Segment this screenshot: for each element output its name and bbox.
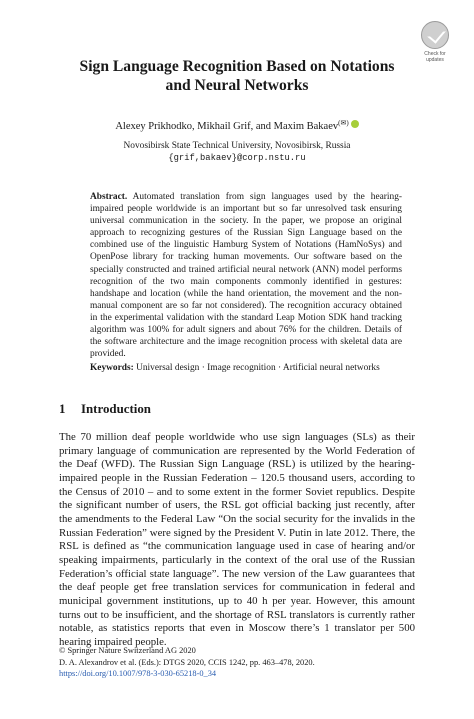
doi-link[interactable]: https://doi.org/10.1007/978-3-030-65218-0_34 (59, 669, 217, 678)
section-number: 1 (59, 402, 66, 416)
check-updates-icon (421, 21, 449, 49)
paper-title (40, 57, 434, 95)
abstract-text: Automated translation from sign languages used by the hearing-impaired people worldwide is an important but so far unresolved task ensuring universal communication in the society. In the paper, we propose an original approach to recognizing gestures of the Russian Sign Language based on the combined use of the linguistic Hamburg System of Notations (HamNoSys) and OpenPose library for tracking human movements. Our software based on the specially constructed and trained artificial neural network (ANN) model performs recognition of the two main components commonly identified in gestures: handshape and location (while the hand orientation, the movement and the non-manual component are so far not considered). The recognition accuracy obtained in the experimental validation with the standard Leap Motion SDK hand tracking algorithm was 100% for adult signers and about 76% for the children. Details of the software architecture and the image recognition process with skeletal data are provided. (90, 192, 402, 360)
affiliation (40, 140, 434, 164)
author-names: Alexey Prikhodko, Mikhail Grif, and Maxim Bakaev (115, 121, 339, 132)
footer (59, 645, 315, 680)
badge-line-1: Check for (424, 51, 446, 57)
keywords (90, 362, 402, 374)
badge-line-2: updates (426, 57, 444, 63)
mail-icon[interactable]: (✉) (338, 119, 349, 127)
section-title: Introduction (81, 402, 151, 416)
citation: D. A. Alexandrov et al. (Eds.): DTGS 2020, CCIS 1242, pp. 463–478, 2020. (59, 657, 315, 667)
author-email: {grif,bakaev}@corp.nstu.ru (168, 153, 306, 163)
title-line-2: and Neural Networks (165, 77, 309, 94)
copyright: © Springer Nature Switzerland AG 2020 (59, 646, 196, 655)
institution: Novosibirsk State Technical University, Novosibirsk, Russia (123, 141, 351, 151)
section-heading (59, 401, 151, 417)
keywords-label: Keywords: (90, 363, 134, 373)
orcid-icon[interactable] (351, 120, 359, 128)
title-line-1: Sign Language Recognition Based on Notations (79, 58, 395, 75)
abstract (90, 191, 402, 360)
author-list (40, 116, 434, 134)
keywords-text: Universal design · Image recognition · Artificial neural networks (133, 363, 380, 373)
intro-paragraph: The 70 million deaf people worldwide who use sign languages (SLs) as their primary language of communication are represented by the World Federation of the Deaf (WFD). The Russian Sign Language (RSL) is utilized by the hearing-impaired people in the Russian Federation – 120.5 thousand users, according to the Census of 2010 – and to some extent in the former Soviet republics. Despite the significant number of users, the RSL got official backing just recently, after the amendments to the Federal Law “On the social security for the invalids in the Russian Federation” were signed by the President V. Putin in late 2012. There, the RSL is defined as “the communication language used in case of hearing and/or speaking impairments, particularly in the context of the oral use of the Russian Federation’s official state language”. The new version of the Law guarantees that the deaf people get free translation services for communication in federal and municipal government institutions, up to 40 h per year. However, this amount turns out to be insufficient, and the shortage of RSL translators is currently rather notable, as statistics reports that even in Moscow there’s 1 translator per 500 hearing impaired people. (59, 431, 415, 648)
abstract-label: Abstract. (90, 192, 128, 202)
